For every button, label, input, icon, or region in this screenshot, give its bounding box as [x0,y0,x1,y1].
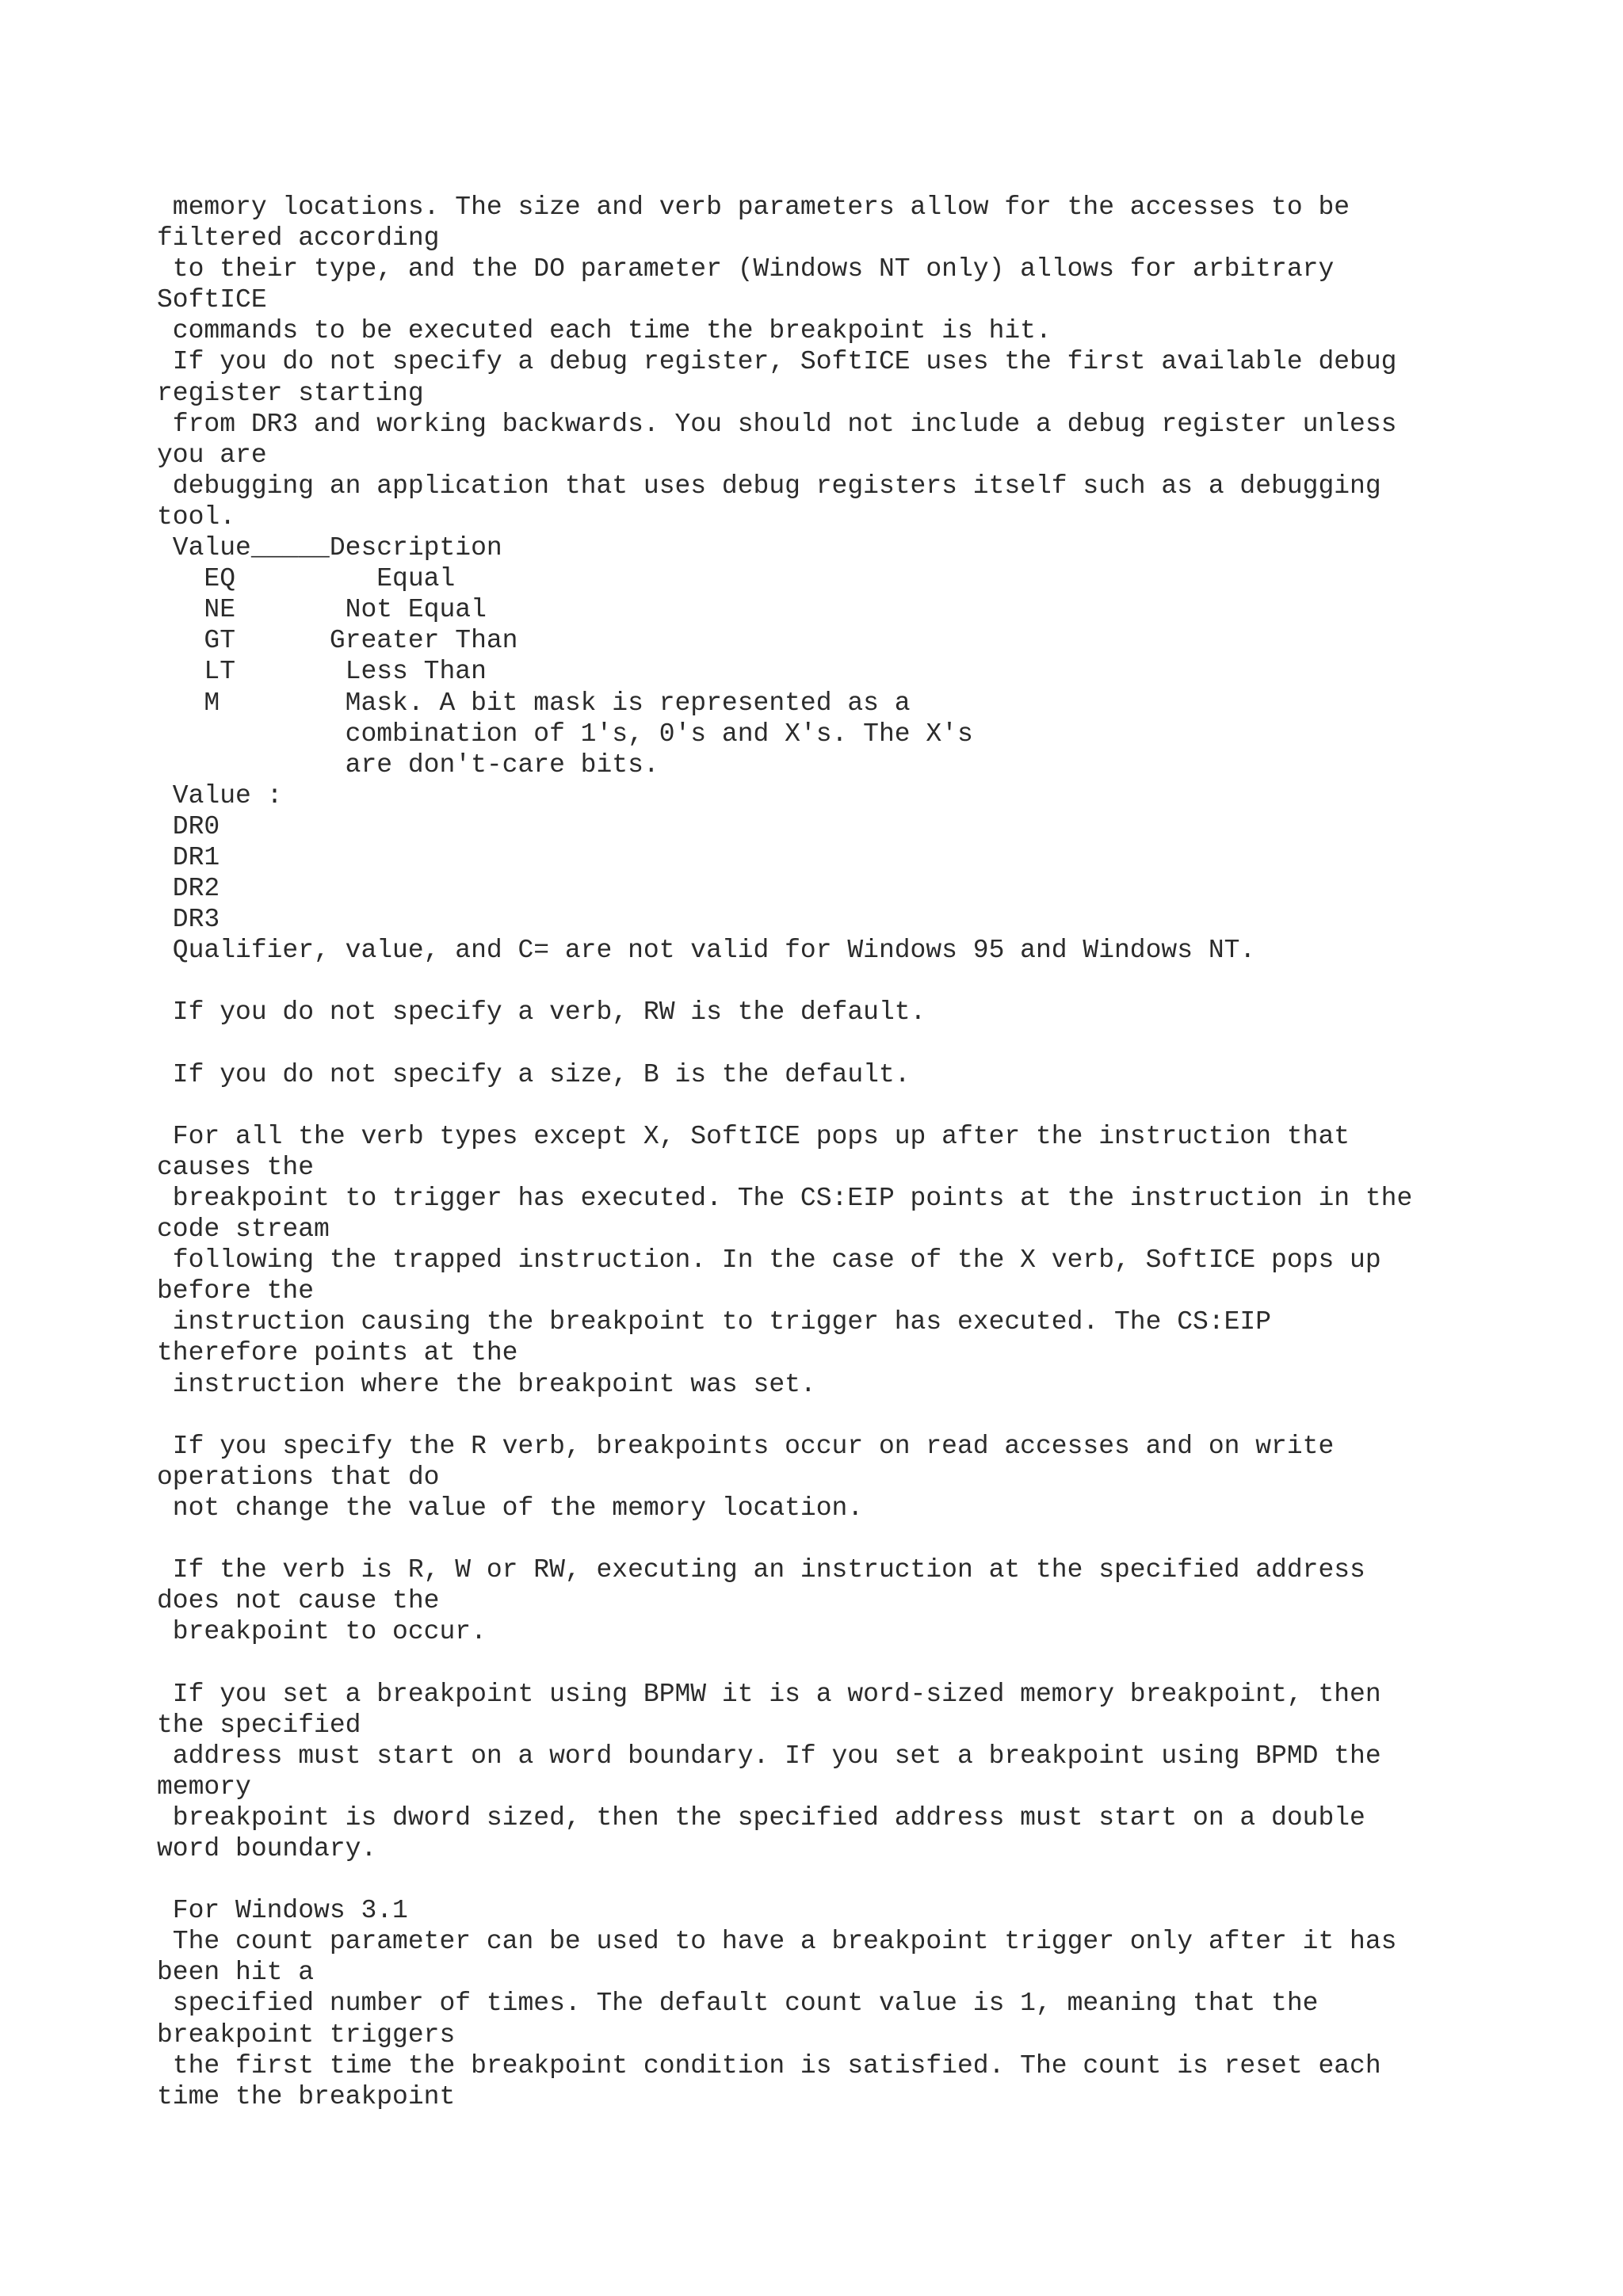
text-line: If you set a breakpoint using BPMW it is a word-sized memory breakpoint, then [157,1679,1381,1709]
document-text [157,192,1568,2112]
text-line: If you do not specify a debug register, SoftICE uses the first available debug [157,347,1397,377]
text-line: DR3 [157,905,220,935]
text-line: filtered according [157,223,440,254]
text-line: instruction where the breakpoint was set. [157,1369,816,1399]
text-line: to their type, and the DO parameter (Windows NT only) allows for arbitrary [157,254,1335,284]
text-line: The count parameter can be used to have a breakpoint trigger only after it has [157,1927,1397,1957]
text-line: DR2 [157,874,220,904]
text-line [157,1090,1568,1121]
text-line: LT Less Than [157,657,487,687]
text-line: you are [157,440,267,470]
text-line: debugging an application that uses debug registers itself such as a debugging [157,471,1381,501]
text-line: are don't-care bits. [157,749,659,780]
text-line: combination of 1's, 0's and X's. The X's [157,719,973,749]
text-line: word boundary. [157,1833,377,1863]
text-line: For Windows 3.1 [157,1896,408,1926]
text-line: the first time the breakpoint condition is satisfied. The count is reset each [157,2050,1381,2081]
text-line: causes the [157,1152,315,1182]
text-line: the specified [157,1710,361,1740]
text-line: following the trapped instruction. In the case of the X verb, SoftICE pops up [157,1245,1381,1276]
text-line: memory [157,1772,251,1802]
text-line: memory locations. The size and verb parameters allow for the accesses to be [157,193,1350,222]
text-line: DR0 [157,811,220,841]
text-line [157,1647,1568,1678]
text-line: If you do not specify a size, B is the default. [157,1059,911,1089]
text-line: breakpoint to occur. [157,1617,487,1647]
text-line: Value_____Description [157,533,502,563]
text-line: breakpoint to trigger has executed. The CS:EIP points at the instruction in the [157,1184,1413,1213]
text-line: tool. [157,502,236,532]
text-line: If you do not specify a verb, RW is the default. [157,997,926,1028]
text-line [157,1864,1568,1895]
text-line: Qualifier, value, and C= are not valid for Windows 95 and Windows NT. [157,936,1256,966]
text-line: GT Greater Than [157,626,518,656]
text-line: before the [157,1276,315,1306]
text-line: EQ Equal [157,564,456,594]
text-line [157,966,1568,997]
text-line: does not cause the [157,1586,440,1616]
text-line: therefore points at the [157,1338,518,1368]
text-line: operations that do [157,1462,440,1492]
text-line: breakpoint is dword sized, then the specified address must start on a double [157,1802,1365,1833]
text-line: DR1 [157,842,220,872]
text-line: If you specify the R verb, breakpoints occur on read accesses and on write [157,1431,1335,1461]
text-line: commands to be executed each time the breakpoint is hit. [157,316,1052,346]
text-line: NE Not Equal [157,595,487,625]
text-line: not change the value of the memory location. [157,1493,864,1523]
text-line: from DR3 and working backwards. You should not include a debug register unless [157,409,1397,439]
text-line: specified number of times. The default count value is 1, meaning that the [157,1989,1319,2019]
text-line [157,1400,1568,1431]
text-line: If the verb is R, W or RW, executing an instruction at the specified address [157,1555,1365,1585]
text-line: breakpoint triggers [157,2019,456,2050]
text-line: address must start on a word boundary. If you set a breakpoint using BPMD the [157,1741,1381,1771]
text-line: instruction causing the breakpoint to trigger has executed. The CS:EIP [157,1307,1272,1337]
text-line: M Mask. A bit mask is represented as a [157,688,911,718]
text-line [157,1028,1568,1059]
text-line: register starting [157,378,424,408]
text-line: been hit a [157,1958,315,1988]
text-line: SoftICE [157,285,267,315]
text-line: Value : [157,780,283,810]
text-line: For all the verb types except X, SoftICE pops up after the instruction that [157,1121,1350,1151]
text-line: time the breakpoint [157,2081,456,2111]
text-line [157,1524,1568,1554]
text-line: code stream [157,1215,330,1245]
